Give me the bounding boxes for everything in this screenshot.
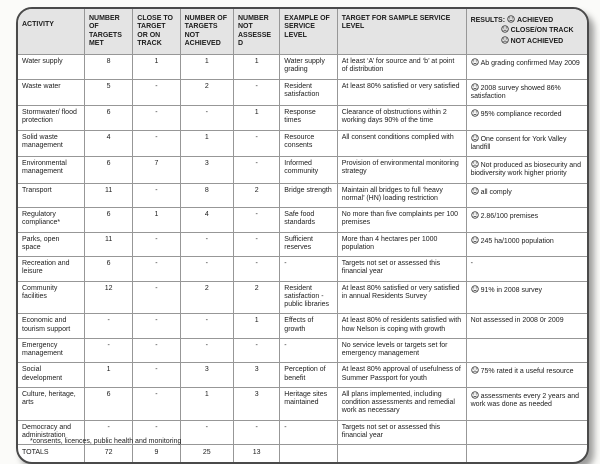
result-cell — [466, 363, 587, 388]
result-text: 75% rated it a useful resource — [480, 368, 574, 376]
result-cell — [466, 55, 587, 80]
targets-met-cell: 6 — [84, 106, 132, 131]
result-text: Not produced as biosecurity and biodiversity work higher priority — [470, 162, 581, 178]
table-row — [18, 157, 587, 184]
result-cell — [466, 79, 587, 106]
target-cell: No service levels or targets set for emergency management — [337, 338, 466, 363]
footnote: *consents, licences, public health and monitoring — [30, 438, 182, 445]
table-row — [18, 208, 587, 233]
example-cell: Perception of benefit — [280, 363, 337, 388]
smiley-face-icon — [507, 15, 515, 23]
column-header-close: CLOSE TO TARGET OR ON TRACK — [133, 9, 180, 55]
target-cell: Targets not set or assessed this financial year — [337, 257, 466, 282]
not-assessed-cell: - — [233, 257, 279, 282]
sad-face-icon — [501, 36, 509, 44]
activity-cell: Culture, heritage, arts — [18, 387, 84, 420]
close-to-target-cell: - — [133, 79, 180, 106]
not-assessed-cell: 1 — [233, 314, 279, 339]
example-cell: Water supply grading — [280, 55, 337, 80]
performance-summary-table — [18, 9, 587, 462]
close-to-target-cell: 1 — [133, 55, 180, 80]
table-row — [18, 232, 587, 257]
targets-met-cell: 11 — [84, 183, 132, 208]
result-text: assessments every 2 years and work was done as needed — [470, 392, 580, 408]
smiley-face-icon — [471, 134, 479, 142]
legend-label: ACHIEVED — [517, 17, 554, 24]
column-header-activity: ACTIVITY — [18, 9, 84, 55]
result-text: 95% compliance recorded — [480, 111, 562, 118]
column-header-target: TARGET FOR SAMPLE SERVICE LEVEL — [337, 9, 466, 55]
not-achieved-cell: 4 — [180, 208, 233, 233]
legend-label: NOT ACHIEVED — [510, 37, 564, 45]
target-cell: Provision of environmental monitoring strategy — [337, 157, 466, 184]
sad-face-icon — [471, 160, 479, 168]
not-assessed-cell: - — [233, 157, 279, 184]
table-row — [18, 55, 587, 80]
not-achieved-cell: 1 — [180, 130, 233, 157]
totals-label: TOTALS — [18, 445, 84, 463]
close-to-target-cell: - — [133, 130, 180, 157]
table-row — [18, 79, 587, 106]
result-text: One consent for York Valley landfill — [470, 135, 567, 151]
targets-met-cell: - — [84, 314, 132, 339]
result-cell — [466, 208, 587, 233]
table-row — [18, 363, 587, 388]
header-row — [18, 9, 587, 55]
not-achieved-cell: - — [180, 106, 233, 131]
totals-close: 9 — [133, 445, 180, 463]
result-cell — [466, 387, 587, 420]
activity-cell: Emergency management — [18, 338, 84, 363]
not-assessed-cell: - — [233, 130, 279, 157]
not-assessed-cell: - — [233, 338, 279, 363]
not-achieved-cell: 1 — [180, 387, 233, 420]
target-cell: Clearance of obstructions within 2 working days 90% of the time — [337, 106, 466, 131]
not-assessed-cell: 3 — [233, 387, 279, 420]
result-text: 2008 survey showed 86% satisfaction — [470, 84, 561, 100]
table-row — [18, 387, 587, 420]
result-text: Ab grading confirmed May 2009 — [480, 60, 580, 67]
smiley-face-icon — [471, 391, 479, 399]
targets-met-cell: 8 — [84, 55, 132, 80]
target-cell: More than 4 hectares per 1000 population — [337, 232, 466, 257]
smiley-face-icon — [471, 83, 479, 91]
close-to-target-cell: - — [133, 363, 180, 388]
table-row — [18, 338, 587, 363]
example-cell: Bridge strength — [280, 183, 337, 208]
results-legend-item — [471, 36, 583, 46]
target-cell: At least 80% satisfied or very satisfied — [337, 79, 466, 106]
not-achieved-cell: - — [180, 257, 233, 282]
not-achieved-cell: 8 — [180, 183, 233, 208]
not-assessed-cell: 1 — [233, 55, 279, 80]
result-cell — [466, 232, 587, 257]
targets-met-cell: 6 — [84, 157, 132, 184]
table-row — [18, 106, 587, 131]
result-text: 91% in 2008 survey — [480, 286, 543, 294]
activity-cell: Stormwater/ flood protection — [18, 106, 84, 131]
target-cell: All plans implemented, including condition assessments and remedial work as necessary — [337, 387, 466, 420]
targets-met-cell: 12 — [84, 281, 132, 314]
result-text: 245 ha/1000 population — [480, 237, 554, 245]
results-legend-item — [471, 15, 583, 25]
targets-met-cell: - — [84, 420, 132, 445]
totals-met: 72 — [84, 445, 132, 463]
target-cell: Targets not set or assessed this financial year — [337, 420, 466, 445]
result-cell — [466, 183, 587, 208]
activity-cell: Transport — [18, 183, 84, 208]
targets-met-cell: - — [84, 338, 132, 363]
smiley-face-icon — [471, 285, 479, 293]
target-cell: At least 80% of residents satisfied with how Nelson is coping with growth — [337, 314, 466, 339]
result-text: Not assessed in 2008 0r 2009 — [470, 317, 564, 325]
targets-met-cell: 6 — [84, 387, 132, 420]
table-row — [18, 281, 587, 314]
example-cell: Sufficient reserves — [280, 232, 337, 257]
targets-met-cell: 5 — [84, 79, 132, 106]
column-header-not_assessed: NUMBER NOT ASSESSED — [233, 9, 279, 55]
neutral-face-icon — [501, 25, 509, 33]
not-achieved-cell: 3 — [180, 363, 233, 388]
table-row — [18, 183, 587, 208]
not-assessed-cell: - — [233, 232, 279, 257]
example-cell: Heritage sites maintained — [280, 387, 337, 420]
not-achieved-cell: 2 — [180, 281, 233, 314]
result-cell — [466, 338, 587, 363]
close-to-target-cell: - — [133, 281, 180, 314]
smiley-face-icon — [471, 187, 479, 195]
result-text: 2.86/100 premises — [480, 213, 539, 220]
result-cell — [466, 257, 587, 282]
targets-met-cell: 1 — [84, 363, 132, 388]
activity-cell: Community facilities — [18, 281, 84, 314]
example-cell: - — [280, 420, 337, 445]
column-header-not_achieved: NUMBER OF TARGETS NOT ACHIEVED — [180, 9, 233, 55]
target-cell: At least 80% satisfied or very satisfied in annual Residents Survey — [337, 281, 466, 314]
result-cell — [466, 130, 587, 157]
result-cell — [466, 157, 587, 184]
column-header-results — [466, 9, 587, 55]
target-cell: All consent conditions complied with — [337, 130, 466, 157]
not-assessed-cell: - — [233, 420, 279, 445]
not-assessed-cell: 2 — [233, 281, 279, 314]
result-text: all comply — [480, 188, 512, 196]
targets-met-cell: 11 — [84, 232, 132, 257]
column-header-example: EXAMPLE OF SERVICE LEVEL — [280, 9, 337, 55]
close-to-target-cell: - — [133, 314, 180, 339]
activity-cell: Regulatory compliance* — [18, 208, 84, 233]
example-cell: - — [280, 338, 337, 363]
column-header-met: NUMBER OF TARGETS MET — [84, 9, 132, 55]
table-row — [18, 257, 587, 282]
close-to-target-cell: 1 — [133, 208, 180, 233]
activity-cell: Social development — [18, 363, 84, 388]
not-assessed-cell: 1 — [233, 106, 279, 131]
table-row — [18, 314, 587, 339]
result-text: - — [470, 260, 473, 267]
not-achieved-cell: - — [180, 232, 233, 257]
activity-cell: Democracy and administration — [18, 420, 84, 445]
not-assessed-cell: 2 — [233, 183, 279, 208]
close-to-target-cell: 7 — [133, 157, 180, 184]
example-cell: Safe food standards — [280, 208, 337, 233]
not-assessed-cell: - — [233, 208, 279, 233]
smiley-face-icon — [471, 109, 479, 117]
result-cell — [466, 106, 587, 131]
targets-met-cell: 6 — [84, 208, 132, 233]
example-cell: Informed community — [280, 157, 337, 184]
activity-cell: Water supply — [18, 55, 84, 80]
not-assessed-cell: - — [233, 79, 279, 106]
not-achieved-cell: - — [180, 420, 233, 445]
close-to-target-cell: - — [133, 183, 180, 208]
example-cell: Resident satisfaction — [280, 79, 337, 106]
result-cell — [466, 420, 587, 445]
example-cell: - — [280, 257, 337, 282]
totals-not-achieved: 25 — [180, 445, 233, 463]
smiley-face-icon — [471, 58, 479, 66]
close-to-target-cell: - — [133, 257, 180, 282]
results-label: RESULTS: — [470, 17, 508, 24]
example-cell: Effects of growth — [280, 314, 337, 339]
not-achieved-cell: - — [180, 338, 233, 363]
totals-not-assessed: 13 — [233, 445, 279, 463]
close-to-target-cell: - — [133, 420, 180, 445]
smiley-face-icon — [471, 236, 479, 244]
not-achieved-cell: 2 — [180, 79, 233, 106]
results-legend-item — [471, 25, 583, 35]
targets-met-cell: 4 — [84, 130, 132, 157]
table-body — [18, 55, 587, 463]
close-to-target-cell: - — [133, 106, 180, 131]
activity-cell: Parks, open space — [18, 232, 84, 257]
close-to-target-cell: - — [133, 338, 180, 363]
result-cell — [466, 314, 587, 339]
example-cell: Resident satisfaction -public libraries — [280, 281, 337, 314]
not-achieved-cell: 1 — [180, 55, 233, 80]
activity-cell: Recreation and leisure — [18, 257, 84, 282]
target-cell: No more than five complaints per 100 premises — [337, 208, 466, 233]
not-achieved-cell: 3 — [180, 157, 233, 184]
target-cell: At least 80% approval of usefulness of Summer Passport for youth — [337, 363, 466, 388]
example-cell: Resource consents — [280, 130, 337, 157]
target-cell: Maintain all bridges to full ‘heavy normal’ (HN) loading restriction — [337, 183, 466, 208]
legend-label: CLOSE/ON TRACK — [510, 27, 574, 35]
not-assessed-cell: 3 — [233, 363, 279, 388]
activity-cell: Waste water — [18, 79, 84, 106]
table-row — [18, 130, 587, 157]
activity-cell: Solid waste management — [18, 130, 84, 157]
smiley-face-icon — [471, 211, 479, 219]
activity-cell: Environmental management — [18, 157, 84, 184]
activity-cell: Economic and tourism support — [18, 314, 84, 339]
sad-face-icon — [471, 366, 479, 374]
result-cell — [466, 281, 587, 314]
close-to-target-cell: - — [133, 387, 180, 420]
close-to-target-cell: - — [133, 232, 180, 257]
not-achieved-cell: - — [180, 314, 233, 339]
table-header-row — [18, 9, 587, 55]
example-cell: Response times — [280, 106, 337, 131]
report-table-card — [16, 7, 589, 464]
target-cell: At least ‘A’ for source and ‘b’ at point of distribution — [337, 55, 466, 80]
targets-met-cell: 6 — [84, 257, 132, 282]
